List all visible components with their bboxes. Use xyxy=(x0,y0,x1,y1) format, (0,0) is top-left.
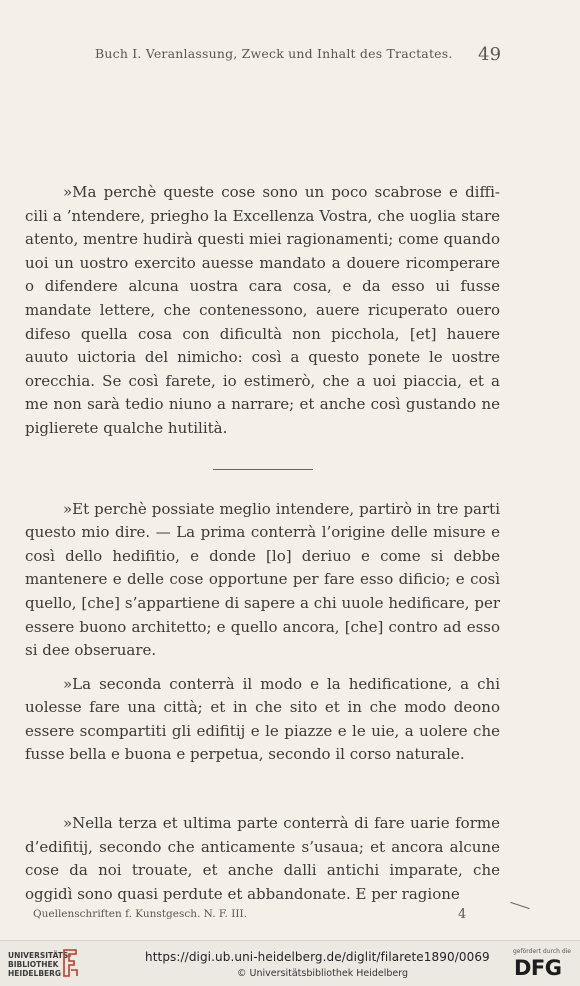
paragraph-3: »La seconda conterrà il modo e la hedificatione, a chi uolesse fare una città; et in che sito et in che modo deono essere scompartiti gli edifitij e le piazze e le uie, a uolere che fusse bella e buona e perpetua, secondo il corso naturale. xyxy=(25,674,500,764)
library-name-line-3: HEIDELBERG xyxy=(8,969,62,978)
permalink-url[interactable]: https://digi.ub.uni-heidelberg.de/diglit/filarete1890/0069 xyxy=(145,950,490,964)
paragraph-1: »Ma perchè queste cose sono un poco scabrose e diffi-cili a ’ntendere, priegho la Excellenza Vostra, che uoglia stare atento, mentre hudirà questi miei ragionamenti; come quando uoi un uostro exercito auesse mandato a douere ricomperare o difendere alcuna uostra cara cosa, e da esso ui fusse mandate lettere, che contenessono, auere ricuperato ouero difeso quella cosa con dificultà non picchola, [et] hauere auuto uictoria del nimicho: così a questo ponete le uostre orecchia. Se così farete, io estimerò, che a uoi piaccia, et a me non sarà tedio niuno a narrare; et anche così gustando ne piglierete qualche hutilità. xyxy=(25,183,500,437)
copyright-notice: © Universitätsbibliothek Heidelberg xyxy=(237,968,409,979)
body-text xyxy=(25,181,500,906)
library-name-line-2: BIBLIOTHEK xyxy=(8,960,59,969)
library-logo-icon[interactable] xyxy=(60,948,80,978)
sheet-number: 4 xyxy=(458,907,467,922)
running-head-title: Buch I. Veranlassung, Zweck und Inhalt des Tractates. xyxy=(95,46,453,61)
dfg-logo[interactable]: DFG xyxy=(514,956,562,980)
funder-label: gefördert durch die xyxy=(513,948,571,955)
page-number: 49 xyxy=(478,44,502,65)
library-name-line-1: UNIVERSITÄTS- xyxy=(8,951,72,960)
printer-mark xyxy=(510,902,529,909)
footer-signature: Quellenschriften f. Kunstgesch. N. F. III. xyxy=(33,908,247,920)
viewer-bar xyxy=(0,940,580,986)
section-divider xyxy=(213,469,313,470)
paragraph-4: »Nella terza et ultima parte conterrà di fare uarie forme d’edifitij, secondo che anticamente s’usaua; et ancora alcune cose da noi trouate, et anche dalli antichi imparate, che oggidì sono quasi perdute et abbandonate. E per ragione xyxy=(25,814,500,903)
paragraph-2: »Et perchè possiate meglio intendere, partirò in tre parti questo mio dire. — La prima conterrà l’origine delle misure e così dello hedifitio, e donde [lo] deriuo e come si debbe mantenere e delle cose opportune per fare esso dificio; e così quello, [che] s’appartiene di sapere a chi uuole hedificare, per essere buono architetto; e quello ancora, [che] contro ad esso si dee obseruare. xyxy=(25,499,500,660)
